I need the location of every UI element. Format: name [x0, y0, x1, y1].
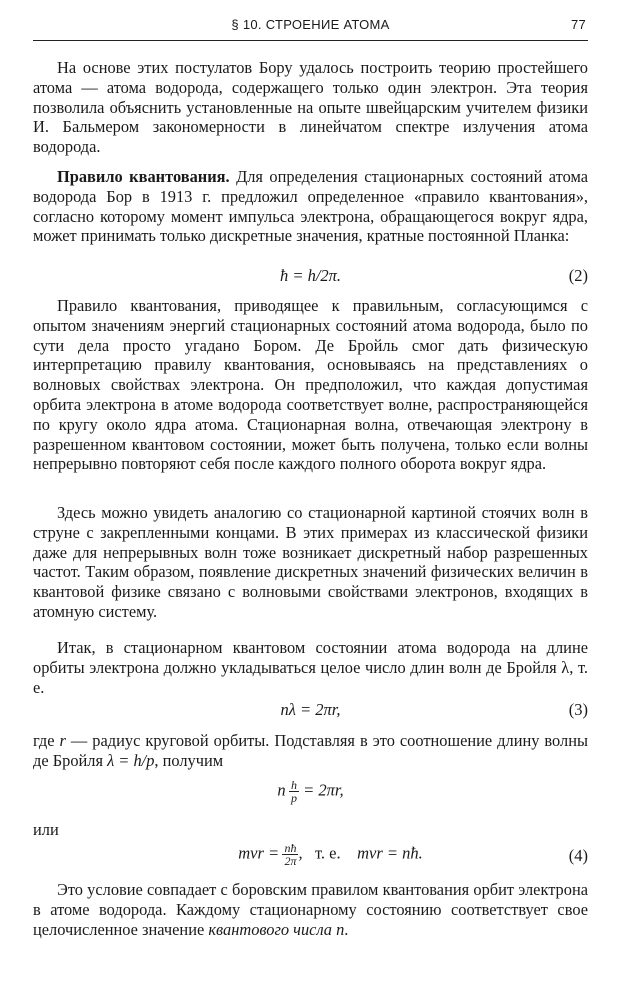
- equation-2: [33, 266, 588, 288]
- equation-4-formula: mvr = $\frac{nħ}{2\pi}$ , т. е. mvr = nħ.: [238, 841, 423, 868]
- equation-4: [33, 838, 588, 874]
- equation-3-number: (3): [568, 700, 588, 719]
- page-number: 77: [570, 17, 586, 32]
- paragraph-5: Итак, в стационарном квантовом состоянии атома водорода на длине орбиты электрона должно укладываться целое число длин волн де Бройля λ, т. е.: [33, 638, 588, 697]
- p6-part-a: где: [33, 731, 60, 750]
- equation-3: [33, 700, 588, 722]
- equation-intermediate-formula: n $\frac{h}{p}$ = 2πr,: [277, 778, 344, 805]
- p6-part-b: — радиус круговой орбиты. Подставляя в это соотношение длину волны де Бройля: [33, 731, 589, 770]
- paragraph-2-body: Для определения стационарных состояний атома водорода Бор в 1913 г. предложил определенное «правило квантования», согласно которому момент импульса электрона, обращающегося вокруг ядра, может принимать только дискретные значения, кратные постоянной Планка:: [33, 167, 588, 246]
- paragraph-4: Здесь можно увидеть аналогию со стационарной картиной стоячих волн в струне с закрепленными концами. В этих примерах из классической физики даже для непрерывных волн тоже возникает дискретный набор разрешенных частот. Таким образом, появление дискретных значений физических величин в квантовой физике связано с волновыми свойствами электронов, входящих в атомную систему.: [33, 503, 588, 621]
- fraction-nh-over-2pi: $\frac{nħ}{2\pi}$: [284, 841, 297, 868]
- p7-part-a: Это условие совпадает с боровским правилом квантования орбит электрона в атоме водорода. Каждому стационарному состоянию соответствует свое целочисленное значение: [33, 880, 588, 939]
- paragraph-3: Правило квантования, приводящее к правильным, согласующимся с опытом значениям энергий стационарных состояний атома водорода, было по сути дела просто угадано Бором. Де Бройль смог дать физическую интерпретацию правилу квантования, основываясь на представлениях о волновых свойствах электрона. Он предположил, что каждая допустимая орбита электрона в атоме водорода соответствует волне, распространяющейся по кругу около ядра атома. Стационарная волна, отвечающая электрону в разрешенном квантовом состоянии, может быть получена, только если волны непрерывно повторяют себя после каждого полного оборота вокруг ядра.: [33, 296, 588, 474]
- paragraph-heading: Правило квантования.: [57, 167, 230, 186]
- equation-4-number: (4): [568, 846, 588, 865]
- p6-formula: λ = h/p: [107, 750, 155, 770]
- section-title: § 10. СТРОЕНИЕ АТОМА: [231, 17, 390, 32]
- equation-2-formula: ħ = h/2π.: [279, 266, 342, 285]
- p7-end: .: [344, 919, 349, 939]
- p6-radius-symbol: r: [59, 731, 66, 750]
- paragraph-quantization-rule: [33, 167, 588, 246]
- equation-intermediate: [33, 775, 588, 811]
- paragraph-6: [33, 731, 588, 771]
- word-or: или: [33, 820, 59, 839]
- equation-2-number: (2): [568, 266, 588, 285]
- running-header: [33, 14, 588, 41]
- fraction-h-over-p: $\frac{h}{p}$: [290, 778, 297, 805]
- paragraph-1: На основе этих постулатов Бору удалось построить теорию простейшего атома — атома водорода, содержащего только один электрон. Эта теория позволила объяснить установленные на опыте швейцарским учителем физики И. Бальмером закономерности в линейчатом спектре излучения атома водорода.: [33, 58, 588, 157]
- p7-term: квантового числа n: [208, 919, 345, 939]
- paragraph-7: [33, 880, 588, 939]
- p6-part-d: , получим: [154, 750, 224, 770]
- equation-3-formula: nλ = 2πr,: [280, 700, 341, 719]
